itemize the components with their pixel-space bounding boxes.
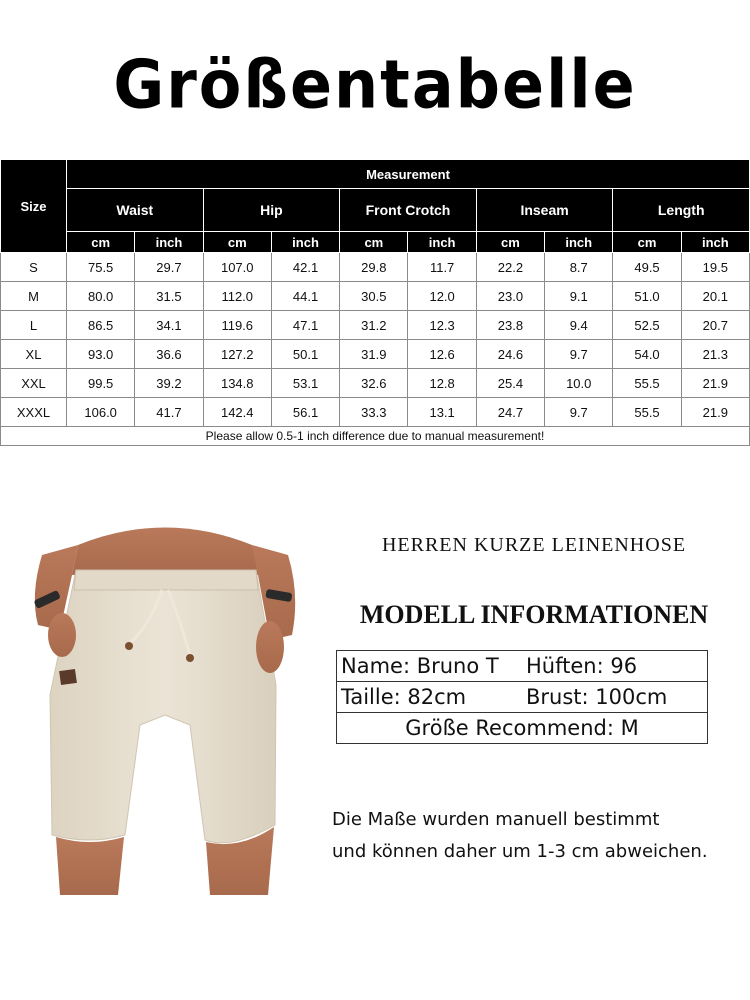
value-cell: 24.7 [476,398,544,427]
value-cell: 47.1 [271,311,339,340]
unit-header: cm [340,232,408,253]
bead-right [186,654,194,662]
value-cell: 9.1 [545,282,613,311]
measurement-note: Please allow 0.5-1 inch difference due to manual measurement! [1,427,750,446]
value-cell: 12.0 [408,282,476,311]
table-row [1,340,750,369]
value-cell: 29.7 [135,253,203,282]
value-cell: 19.5 [681,253,749,282]
model-waist: Taille: 82cm [337,682,523,713]
disclaimer-line-1: Die Maße wurden manuell bestimmt [332,809,660,830]
value-cell: 86.5 [67,311,135,340]
leather-patch [59,669,77,685]
table-row [1,398,750,427]
value-cell: 20.1 [681,282,749,311]
disclaimer-line-2: und können daher um 1-3 cm abweichen. [332,841,708,862]
unit-header: inch [545,232,613,253]
value-cell: 107.0 [203,253,271,282]
size-chart-table [0,159,750,446]
waistband-shape [74,570,258,590]
value-cell: 9.4 [545,311,613,340]
group-header-inseam: Inseam [476,189,613,232]
torso-shape [72,528,260,576]
unit-header: cm [476,232,544,253]
value-cell: 52.5 [613,311,681,340]
model-name: Name: Bruno T [337,651,523,682]
value-cell: 8.7 [545,253,613,282]
value-cell: 13.1 [408,398,476,427]
value-cell: 9.7 [545,340,613,369]
shorts-shape [50,570,276,843]
value-cell: 29.8 [340,253,408,282]
right-hand-shape [256,621,284,673]
size-header: Size [1,160,67,253]
value-cell: 99.5 [67,369,135,398]
size-cell: XXXL [1,398,67,427]
value-cell: 80.0 [67,282,135,311]
value-cell: 106.0 [67,398,135,427]
value-cell: 12.6 [408,340,476,369]
table-row [1,253,750,282]
value-cell: 22.2 [476,253,544,282]
value-cell: 25.4 [476,369,544,398]
value-cell: 41.7 [135,398,203,427]
value-cell: 11.7 [408,253,476,282]
value-cell: 31.2 [340,311,408,340]
left-leg-shape [56,837,124,895]
unit-header-row [1,232,750,253]
value-cell: 12.8 [408,369,476,398]
value-cell: 54.0 [613,340,681,369]
value-cell: 10.0 [545,369,613,398]
value-cell: 50.1 [271,340,339,369]
unit-header: inch [135,232,203,253]
value-cell: 36.6 [135,340,203,369]
value-cell: 31.9 [340,340,408,369]
value-cell: 31.5 [135,282,203,311]
value-cell: 42.1 [271,253,339,282]
group-header-row [1,189,750,232]
value-cell: 119.6 [203,311,271,340]
size-cell: S [1,253,67,282]
value-cell: 34.1 [135,311,203,340]
linen-shorts-photo [30,515,300,895]
value-cell: 75.5 [67,253,135,282]
value-cell: 23.0 [476,282,544,311]
model-hips: Hüften: 96 [522,651,708,682]
value-cell: 51.0 [613,282,681,311]
value-cell: 127.2 [203,340,271,369]
model-size-recommend: Größe Recommend: M [337,713,708,744]
value-cell: 112.0 [203,282,271,311]
table-row [1,282,750,311]
group-header-hip: Hip [203,189,340,232]
value-cell: 55.5 [613,398,681,427]
value-cell: 21.9 [681,369,749,398]
left-hand-shape [48,613,76,657]
value-cell: 49.5 [613,253,681,282]
value-cell: 21.9 [681,398,749,427]
value-cell: 33.3 [340,398,408,427]
unit-header: cm [67,232,135,253]
group-header-front-crotch: Front Crotch [340,189,477,232]
value-cell: 30.5 [340,282,408,311]
value-cell: 55.5 [613,369,681,398]
model-info-heading: MODELL INFORMATIONEN [359,600,709,629]
value-cell: 44.1 [271,282,339,311]
value-cell: 93.0 [67,340,135,369]
value-cell: 24.6 [476,340,544,369]
value-cell: 12.3 [408,311,476,340]
unit-header: cm [613,232,681,253]
value-cell: 53.1 [271,369,339,398]
page-title: Größentabelle [113,45,637,124]
model-info-table [336,650,708,744]
unit-header: inch [681,232,749,253]
size-cell: XXL [1,369,67,398]
value-cell: 142.4 [203,398,271,427]
value-cell: 56.1 [271,398,339,427]
measurement-header: Measurement [67,160,750,189]
size-cell: M [1,282,67,311]
table-row [1,311,750,340]
value-cell: 23.8 [476,311,544,340]
unit-header: inch [271,232,339,253]
table-row [1,369,750,398]
size-cell: XL [1,340,67,369]
value-cell: 9.7 [545,398,613,427]
disclaimer-text [332,804,750,868]
unit-header: cm [203,232,271,253]
unit-header: inch [408,232,476,253]
value-cell: 39.2 [135,369,203,398]
value-cell: 134.8 [203,369,271,398]
value-cell: 21.3 [681,340,749,369]
model-chest: Brust: 100cm [522,682,708,713]
bead-left [125,642,133,650]
size-cell: L [1,311,67,340]
group-header-length: Length [613,189,750,232]
value-cell: 32.6 [340,369,408,398]
value-cell: 20.7 [681,311,749,340]
group-header-waist: Waist [67,189,204,232]
product-heading: HERREN KURZE LEINENHOSE [381,534,687,556]
